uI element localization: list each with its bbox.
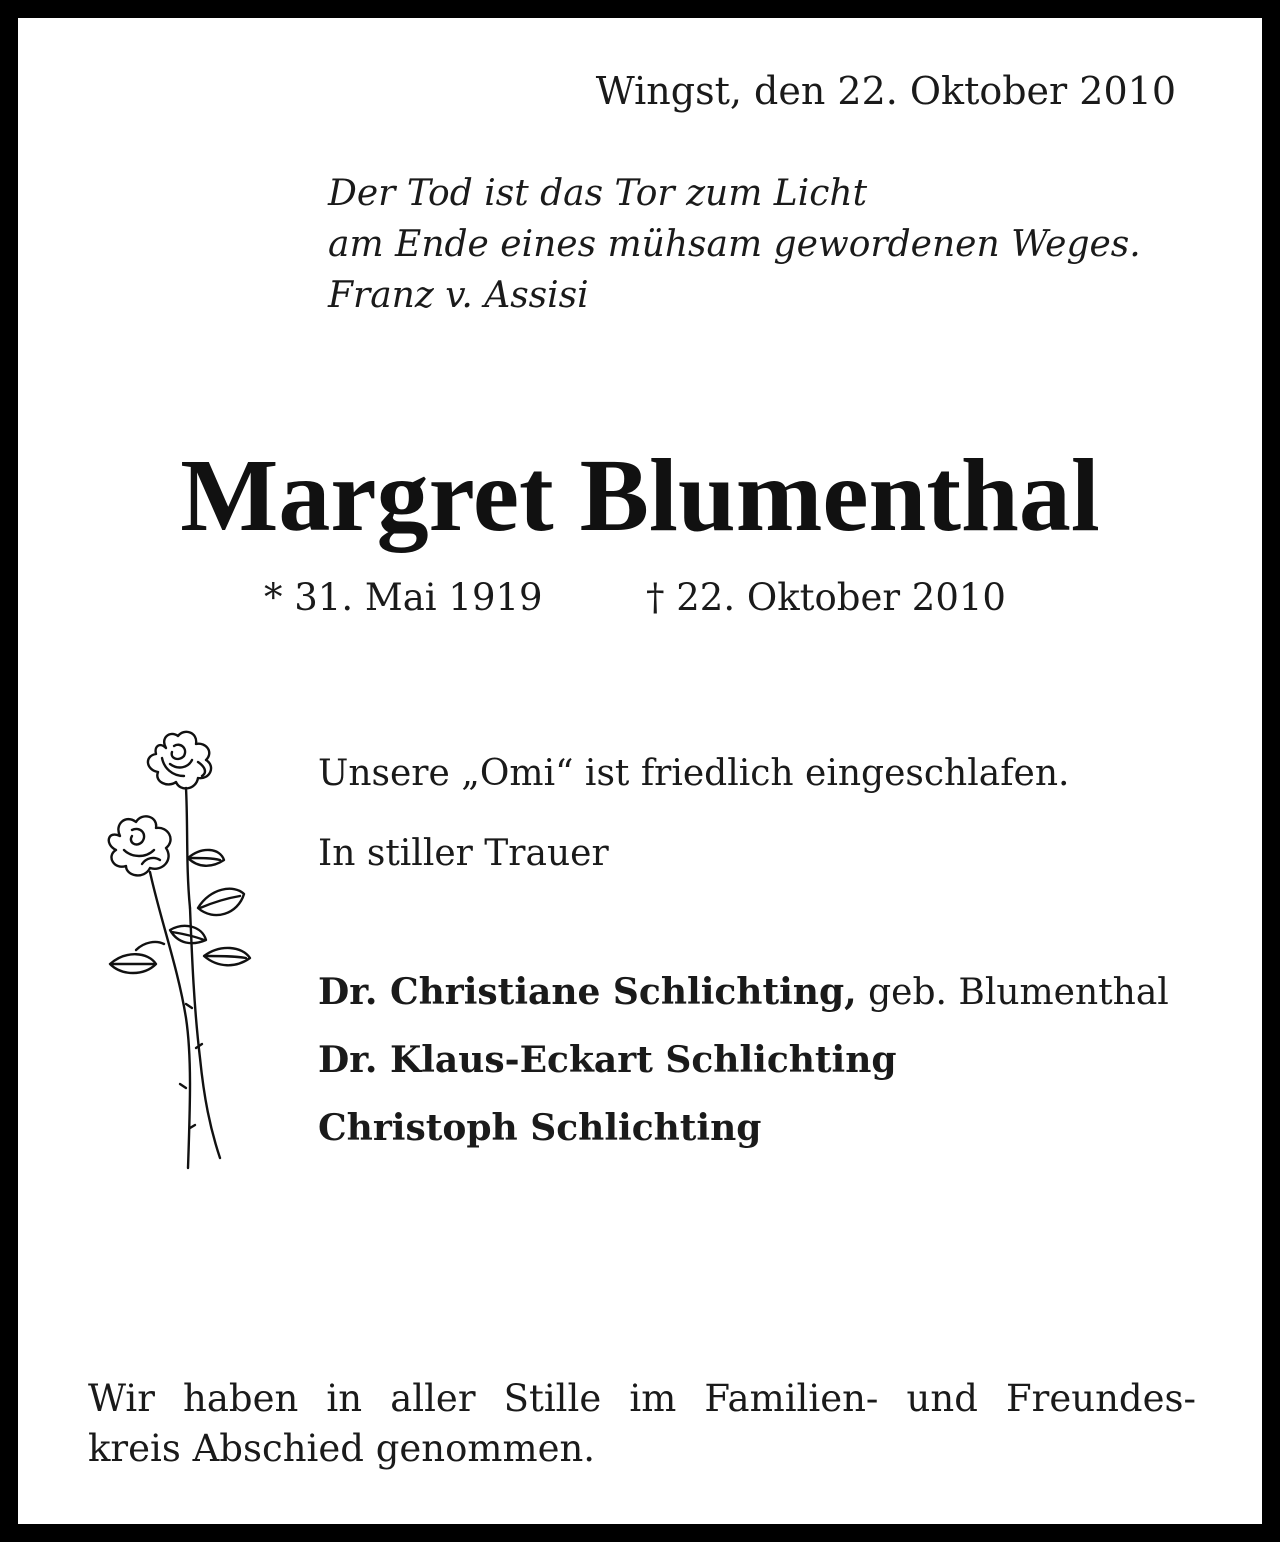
mourner-2 [318, 1038, 897, 1082]
footer-line: Wir haben in aller Stille im Familien- und Freundes- [88, 1377, 1196, 1420]
mourner-suffix: geb. Blumenthal [856, 972, 1169, 1013]
quote [328, 168, 1141, 321]
quote-line: am Ende eines mühsam gewordenen Weges. [328, 224, 1141, 265]
quote-line: Der Tod ist das Tor zum Licht [328, 173, 868, 214]
rose-icon [74, 718, 264, 1178]
mourner-3 [318, 1106, 761, 1150]
footer-line: kreis Abschied genommen. [88, 1427, 596, 1470]
birth-date: * 31. Mai 1919 [264, 576, 543, 619]
quote-author: Franz v. Assisi [328, 275, 589, 316]
mourner-name: Dr. Klaus-Eckart Schlichting [318, 1039, 897, 1081]
place-date: Wingst, den 22. Oktober 2010 [595, 69, 1176, 113]
mourner-name: Christoph Schlichting [318, 1107, 762, 1149]
mourner-name: Dr. Christiane Schlichting, [318, 971, 857, 1013]
message-line: Unsere „Omi“ ist friedlich eingeschlafen. [318, 753, 1070, 794]
deceased-name: Margret Blumenthal [180, 438, 1100, 553]
obituary-notice [18, 18, 1262, 1524]
footer-note [88, 1374, 1196, 1474]
message-line: In stiller Trauer [318, 833, 609, 874]
death-date: † 22. Oktober 2010 [646, 576, 1006, 619]
mourner-1 [318, 970, 1169, 1015]
